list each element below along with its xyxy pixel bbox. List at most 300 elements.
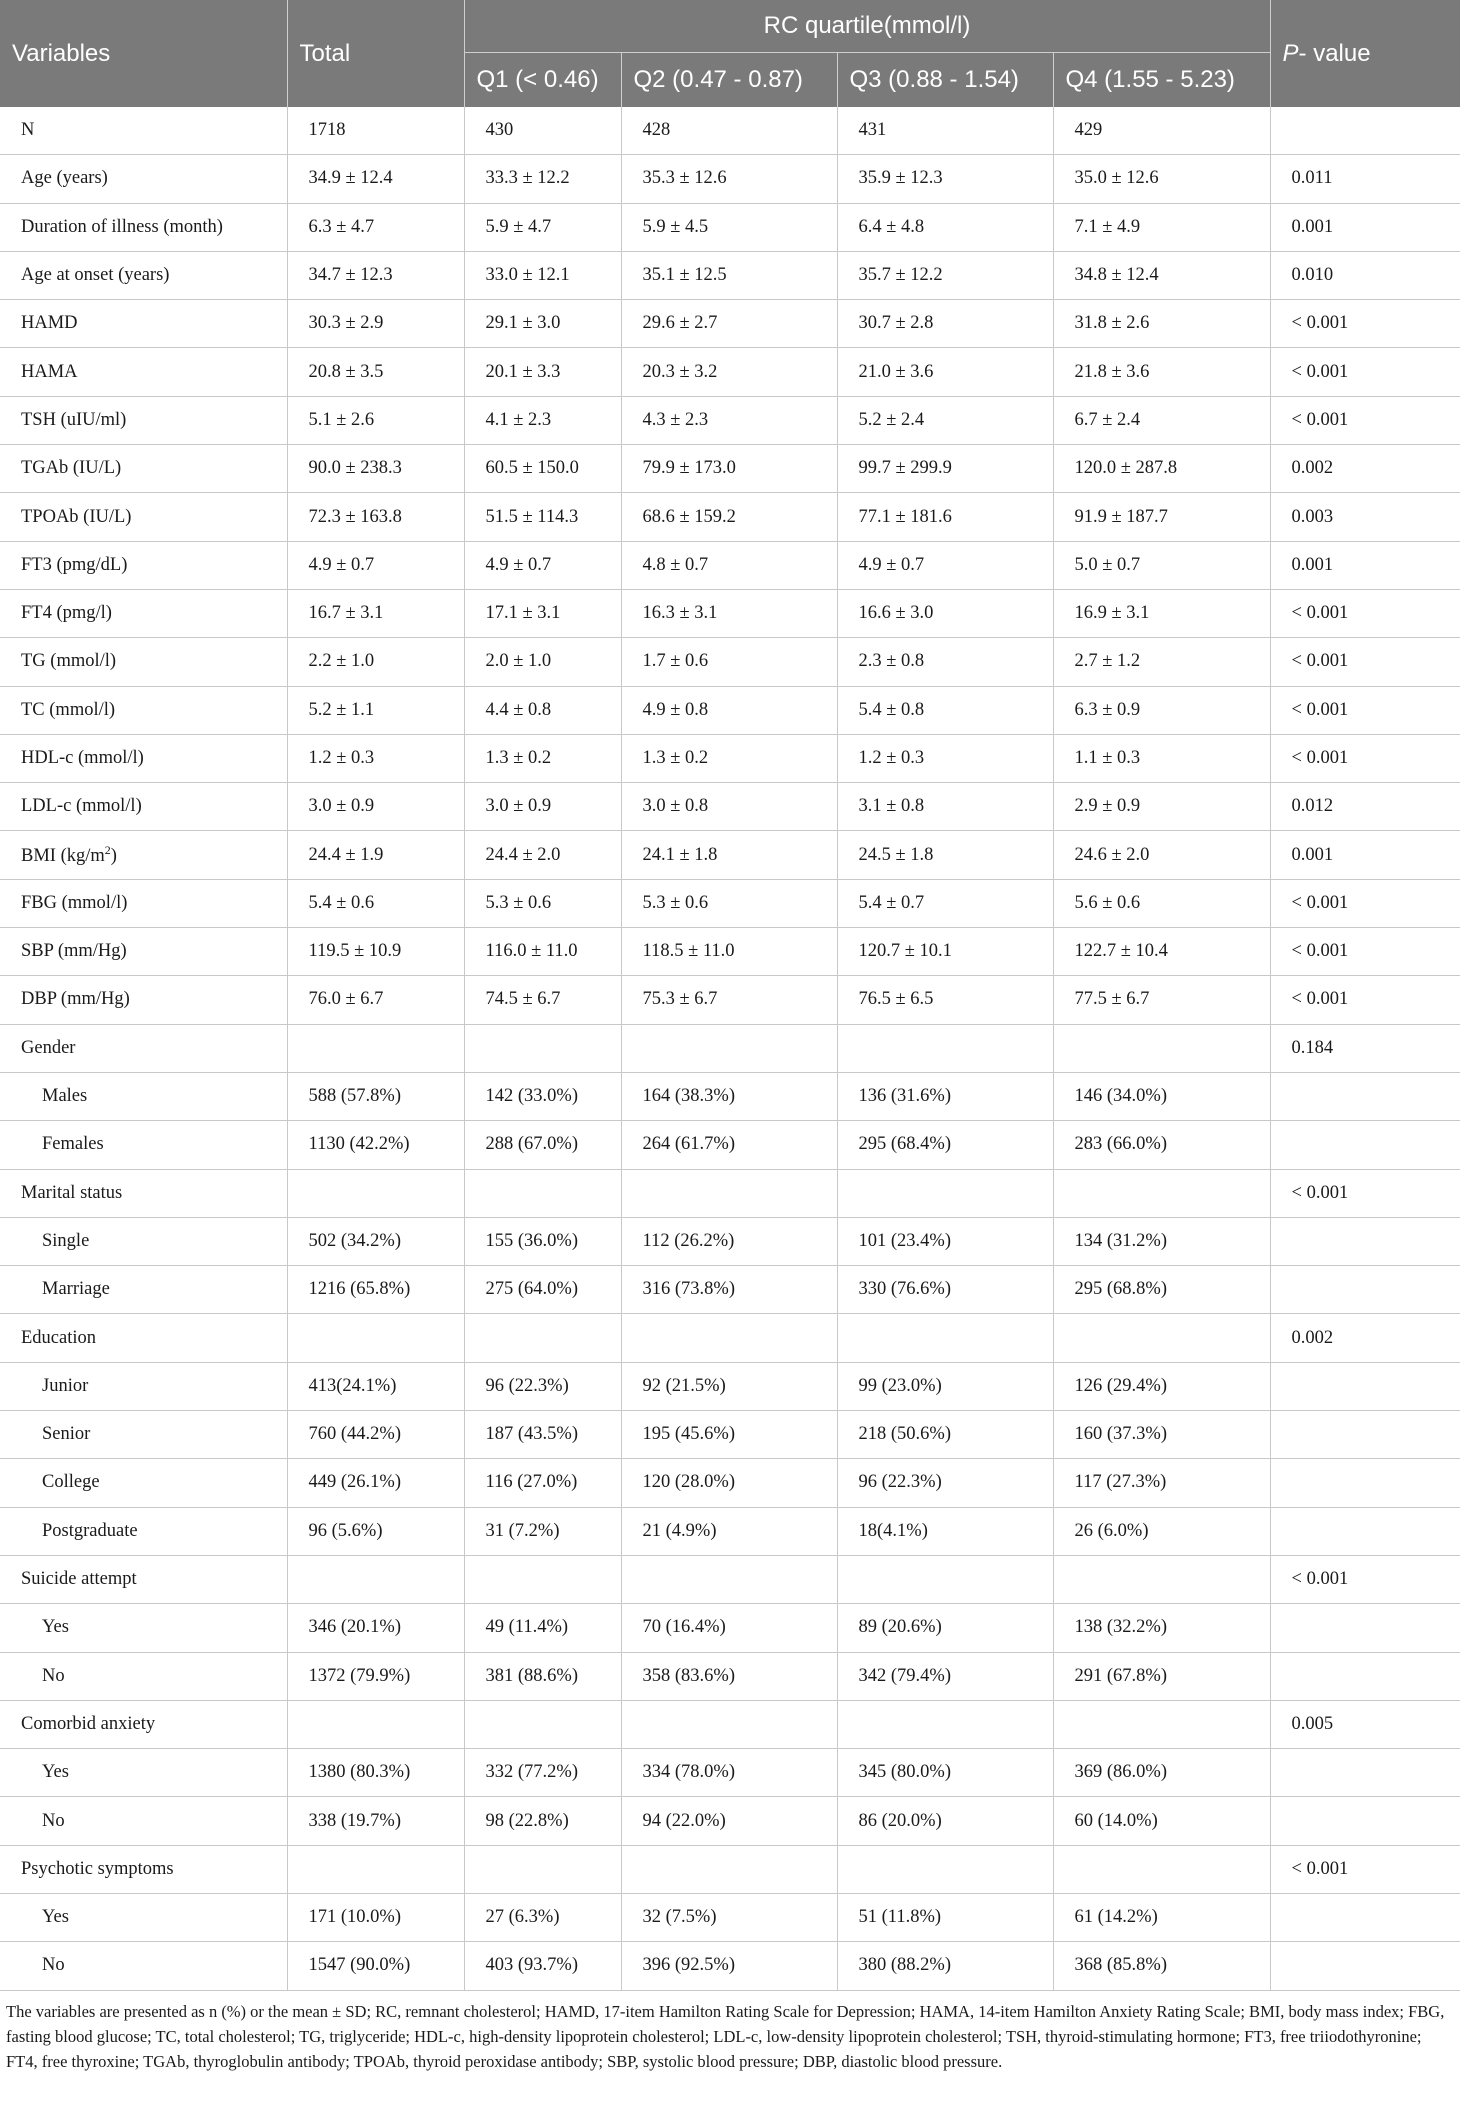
table-row (0, 396, 1460, 444)
cell-p: 0.001 (1270, 541, 1460, 589)
cell-p: < 0.001 (1270, 1169, 1460, 1217)
table-row (0, 1411, 1460, 1459)
cell-q3: 76.5 ± 6.5 (837, 976, 1053, 1024)
cell-q3 (837, 1845, 1053, 1893)
cell-q1: 155 (36.0%) (464, 1217, 621, 1265)
cell-q1: 4.1 ± 2.3 (464, 396, 621, 444)
table-row (0, 1604, 1460, 1652)
cell-q2: 316 (73.8%) (621, 1266, 837, 1314)
cell-q1: 96 (22.3%) (464, 1362, 621, 1410)
cell-q2: 68.6 ± 159.2 (621, 493, 837, 541)
cell-q2: 112 (26.2%) (621, 1217, 837, 1265)
cell-q4: 160 (37.3%) (1053, 1411, 1270, 1459)
cell-q4: 31.8 ± 2.6 (1053, 300, 1270, 348)
row-label-text: Duration of illness (month) (21, 216, 223, 237)
cell-q3: 120.7 ± 10.1 (837, 928, 1053, 976)
cell-q2: 164 (38.3%) (621, 1072, 837, 1120)
cell-q3: 330 (76.6%) (837, 1266, 1053, 1314)
row-label (0, 1362, 287, 1410)
cell-q1: 98 (22.8%) (464, 1797, 621, 1845)
row-label-text: FT3 (pmg/dL) (21, 554, 128, 575)
cell-p: < 0.001 (1270, 638, 1460, 686)
cell-q2: 32 (7.5%) (621, 1893, 837, 1941)
table-row (0, 155, 1460, 203)
cell-q4: 5.0 ± 0.7 (1053, 541, 1270, 589)
table-row (0, 589, 1460, 637)
cell-q3: 77.1 ± 181.6 (837, 493, 1053, 541)
row-label (0, 734, 287, 782)
cell-total: 346 (20.1%) (287, 1604, 464, 1652)
cell-q1: 3.0 ± 0.9 (464, 783, 621, 831)
row-label (0, 1942, 287, 1990)
cell-q2: 79.9 ± 173.0 (621, 445, 837, 493)
cell-p (1270, 107, 1460, 155)
row-label (0, 1266, 287, 1314)
header-q3: Q3 (0.88 - 1.54) (837, 53, 1053, 108)
row-label (0, 1555, 287, 1603)
cell-q2: 195 (45.6%) (621, 1411, 837, 1459)
cell-p: < 0.001 (1270, 1845, 1460, 1893)
cell-q1: 29.1 ± 3.0 (464, 300, 621, 348)
row-label-text: Females (42, 1134, 104, 1155)
cell-q1 (464, 1555, 621, 1603)
cell-q4: 2.7 ± 1.2 (1053, 638, 1270, 686)
cell-p (1270, 1942, 1460, 1990)
cell-q2: 1.3 ± 0.2 (621, 734, 837, 782)
row-label-text: No (42, 1665, 65, 1686)
cell-q1: 275 (64.0%) (464, 1266, 621, 1314)
header-variables: Variables (0, 0, 287, 107)
cell-q1: 332 (77.2%) (464, 1749, 621, 1797)
row-label-text: TG (mmol/l) (21, 651, 117, 672)
row-label (0, 1893, 287, 1941)
row-label-text: DBP (mm/Hg) (21, 989, 130, 1010)
cell-q4 (1053, 1555, 1270, 1603)
cell-q1: 2.0 ± 1.0 (464, 638, 621, 686)
cell-p (1270, 1652, 1460, 1700)
cell-p (1270, 1266, 1460, 1314)
cell-q2: 35.3 ± 12.6 (621, 155, 837, 203)
cell-p (1270, 1604, 1460, 1652)
table-row (0, 1024, 1460, 1072)
cell-q3: 5.4 ± 0.8 (837, 686, 1053, 734)
p-rest: - value (1298, 39, 1371, 67)
row-label (0, 1700, 287, 1748)
cell-total: 34.9 ± 12.4 (287, 155, 464, 203)
cell-total: 5.2 ± 1.1 (287, 686, 464, 734)
row-label-text: Yes (42, 1617, 69, 1638)
cell-total: 1547 (90.0%) (287, 1942, 464, 1990)
cell-q4: 24.6 ± 2.0 (1053, 831, 1270, 879)
cell-q2 (621, 1024, 837, 1072)
table-row (0, 1700, 1460, 1748)
cell-q2: 1.7 ± 0.6 (621, 638, 837, 686)
cell-q4 (1053, 1024, 1270, 1072)
cell-q4: 6.3 ± 0.9 (1053, 686, 1270, 734)
cell-q3: 5.4 ± 0.7 (837, 879, 1053, 927)
cell-q4: 134 (31.2%) (1053, 1217, 1270, 1265)
cell-q1: 33.0 ± 12.1 (464, 251, 621, 299)
cell-q3: 101 (23.4%) (837, 1217, 1053, 1265)
table-row (0, 1314, 1460, 1362)
cell-q3: 30.7 ± 2.8 (837, 300, 1053, 348)
row-label-text: LDL-c (mmol/l) (21, 796, 142, 817)
row-label-text: Psychotic symptoms (21, 1858, 174, 1879)
row-label (0, 638, 287, 686)
table-row (0, 1507, 1460, 1555)
row-label-text: Marital status (21, 1182, 123, 1203)
cell-total: 6.3 ± 4.7 (287, 203, 464, 251)
cell-p: < 0.001 (1270, 589, 1460, 637)
row-label (0, 976, 287, 1024)
cell-q1: 33.3 ± 12.2 (464, 155, 621, 203)
cell-q3: 136 (31.6%) (837, 1072, 1053, 1120)
cell-p (1270, 1893, 1460, 1941)
row-label (0, 445, 287, 493)
table-row (0, 1121, 1460, 1169)
cell-p: 0.003 (1270, 493, 1460, 541)
cell-total: 72.3 ± 163.8 (287, 493, 464, 541)
cell-p: 0.011 (1270, 155, 1460, 203)
cell-q3: 89 (20.6%) (837, 1604, 1053, 1652)
header-q2: Q2 (0.47 - 0.87) (621, 53, 837, 108)
cell-total: 449 (26.1%) (287, 1459, 464, 1507)
cell-q1 (464, 1314, 621, 1362)
cell-total: 96 (5.6%) (287, 1507, 464, 1555)
row-label (0, 107, 287, 155)
header-p-value (1270, 0, 1460, 107)
table-row (0, 251, 1460, 299)
cell-q4: 146 (34.0%) (1053, 1072, 1270, 1120)
row-label (0, 493, 287, 541)
cell-q2: 24.1 ± 1.8 (621, 831, 837, 879)
cell-q2: 358 (83.6%) (621, 1652, 837, 1700)
row-label-text: HAMD (21, 313, 78, 334)
cell-total: 24.4 ± 1.9 (287, 831, 464, 879)
table-row (0, 107, 1460, 155)
cell-q3: 218 (50.6%) (837, 1411, 1053, 1459)
cell-q2 (621, 1169, 837, 1217)
cell-q3: 86 (20.0%) (837, 1797, 1053, 1845)
cell-p: < 0.001 (1270, 879, 1460, 927)
cell-p: < 0.001 (1270, 348, 1460, 396)
cell-q4: 126 (29.4%) (1053, 1362, 1270, 1410)
row-label (0, 1845, 287, 1893)
row-label-text: Education (21, 1327, 97, 1348)
row-label-text: Age (years) (21, 168, 108, 189)
cell-p: 0.005 (1270, 1700, 1460, 1748)
row-label (0, 1024, 287, 1072)
cell-total: 20.8 ± 3.5 (287, 348, 464, 396)
table-row (0, 976, 1460, 1024)
cell-q1: 5.9 ± 4.7 (464, 203, 621, 251)
cell-q1 (464, 1024, 621, 1072)
table-row (0, 203, 1460, 251)
cell-q3: 35.7 ± 12.2 (837, 251, 1053, 299)
superscript: 2 (104, 843, 111, 858)
cell-q1: 31 (7.2%) (464, 1507, 621, 1555)
cell-total: 1216 (65.8%) (287, 1266, 464, 1314)
cell-p (1270, 1072, 1460, 1120)
row-label-text: Suicide attempt (21, 1569, 137, 1590)
cell-q1: 403 (93.7%) (464, 1942, 621, 1990)
row-label (0, 203, 287, 251)
cell-total: 588 (57.8%) (287, 1072, 464, 1120)
cell-q2: 29.6 ± 2.7 (621, 300, 837, 348)
cell-p (1270, 1507, 1460, 1555)
row-label (0, 1604, 287, 1652)
cell-q1: 1.3 ± 0.2 (464, 734, 621, 782)
cell-q1: 4.4 ± 0.8 (464, 686, 621, 734)
row-label-text: TPOAb (IU/L) (21, 506, 132, 527)
cell-q1 (464, 1700, 621, 1748)
cell-total: 1130 (42.2%) (287, 1121, 464, 1169)
cell-p (1270, 1459, 1460, 1507)
cell-q1: 288 (67.0%) (464, 1121, 621, 1169)
row-label (0, 1121, 287, 1169)
cell-q1: 20.1 ± 3.3 (464, 348, 621, 396)
row-label-end: ) (110, 846, 117, 867)
row-label-text: N (21, 120, 35, 141)
cell-q4: 77.5 ± 6.7 (1053, 976, 1270, 1024)
cell-total: 90.0 ± 238.3 (287, 445, 464, 493)
cell-p: 0.001 (1270, 203, 1460, 251)
cell-q1: 430 (464, 107, 621, 155)
cell-q4 (1053, 1314, 1270, 1362)
row-label (0, 1411, 287, 1459)
cell-q4: 5.6 ± 0.6 (1053, 879, 1270, 927)
cell-p (1270, 1749, 1460, 1797)
cell-p (1270, 1411, 1460, 1459)
cell-q2: 264 (61.7%) (621, 1121, 837, 1169)
table-body (0, 107, 1460, 1990)
table-row (0, 638, 1460, 686)
table-row (0, 831, 1460, 879)
cell-q2: 334 (78.0%) (621, 1749, 837, 1797)
cell-p (1270, 1121, 1460, 1169)
table-footnote: The variables are presented as n (%) or the mean ± SD; RC, remnant cholesterol; HAMD, 17-item Hamilton Rating Scale for Depression; HAMA, 14-item Hamilton Anxiety Rating Scale; BMI, body mass index; FBG, fasting blood glucose; TC, total cholesterol; TG, triglyceride; HDL-c, high-density lipoprotein cholesterol; LDL-c, low-density lipoprotein cholesterol; TSH, thyroid-stimulating hormone; FT3, free triiodothyronine; FT4, free thyroxine; TGAb, thyroglobulin antibody; TPOAb, thyroid peroxidase antibody; SBP, systolic blood pressure; DBP, diastolic blood pressure. (6, 2001, 1445, 2071)
cell-q4: 6.7 ± 2.4 (1053, 396, 1270, 444)
table-row (0, 1362, 1460, 1410)
cell-q4: 21.8 ± 3.6 (1053, 348, 1270, 396)
cell-q3: 6.4 ± 4.8 (837, 203, 1053, 251)
cell-q2: 4.8 ± 0.7 (621, 541, 837, 589)
row-label (0, 1507, 287, 1555)
row-label-text: Males (42, 1086, 88, 1107)
table-row (0, 541, 1460, 589)
row-label-text: TSH (uIU/ml) (21, 409, 127, 430)
cell-q1: 187 (43.5%) (464, 1411, 621, 1459)
row-label-text: Senior (42, 1424, 91, 1445)
table-row (0, 1845, 1460, 1893)
cell-q4: 26 (6.0%) (1053, 1507, 1270, 1555)
row-label-text: No (42, 1810, 65, 1831)
table-row (0, 879, 1460, 927)
header-q4: Q4 (1.55 - 5.23) (1053, 53, 1270, 108)
cell-q2 (621, 1700, 837, 1748)
cell-q4 (1053, 1845, 1270, 1893)
table-row (0, 1652, 1460, 1700)
cell-p: 0.001 (1270, 831, 1460, 879)
p-italic: P (1282, 39, 1299, 67)
cell-q3: 51 (11.8%) (837, 1893, 1053, 1941)
row-label (0, 1652, 287, 1700)
cell-q4: 368 (85.8%) (1053, 1942, 1270, 1990)
cell-q1: 49 (11.4%) (464, 1604, 621, 1652)
cell-q3: 96 (22.3%) (837, 1459, 1053, 1507)
row-label-text: TC (mmol/l) (21, 699, 116, 720)
cell-q4: 283 (66.0%) (1053, 1121, 1270, 1169)
cell-p: 0.012 (1270, 783, 1460, 831)
cell-q4: 429 (1053, 107, 1270, 155)
cell-q2 (621, 1555, 837, 1603)
cell-total: 16.7 ± 3.1 (287, 589, 464, 637)
cell-p: < 0.001 (1270, 396, 1460, 444)
row-label-text: Gender (21, 1037, 76, 1058)
cell-q1: 60.5 ± 150.0 (464, 445, 621, 493)
cell-total: 119.5 ± 10.9 (287, 928, 464, 976)
cell-q3: 3.1 ± 0.8 (837, 783, 1053, 831)
cell-p: < 0.001 (1270, 300, 1460, 348)
cell-q4: 291 (67.8%) (1053, 1652, 1270, 1700)
row-label-text: HAMA (21, 361, 78, 382)
cell-q3: 99 (23.0%) (837, 1362, 1053, 1410)
table-row (0, 1749, 1460, 1797)
cell-q3: 16.6 ± 3.0 (837, 589, 1053, 637)
cell-q4: 122.7 ± 10.4 (1053, 928, 1270, 976)
row-label-text: Single (42, 1230, 90, 1251)
cell-total: 34.7 ± 12.3 (287, 251, 464, 299)
cell-p (1270, 1362, 1460, 1410)
cell-q2 (621, 1314, 837, 1362)
cell-q4: 2.9 ± 0.9 (1053, 783, 1270, 831)
cell-q1: 51.5 ± 114.3 (464, 493, 621, 541)
row-label-text: FT4 (pmg/l) (21, 603, 112, 624)
table-row (0, 300, 1460, 348)
table-row (0, 1893, 1460, 1941)
cell-q3: 99.7 ± 299.9 (837, 445, 1053, 493)
cell-q3: 431 (837, 107, 1053, 155)
table-row (0, 783, 1460, 831)
cell-q3: 4.9 ± 0.7 (837, 541, 1053, 589)
cell-q2: 5.9 ± 4.5 (621, 203, 837, 251)
cell-q1: 27 (6.3%) (464, 1893, 621, 1941)
table-row (0, 1797, 1460, 1845)
cell-p: < 0.001 (1270, 1555, 1460, 1603)
row-label-text: BMI (kg/m (21, 846, 105, 867)
row-label-text: Marriage (42, 1279, 110, 1300)
cell-q3: 5.2 ± 2.4 (837, 396, 1053, 444)
cell-q2: 35.1 ± 12.5 (621, 251, 837, 299)
table-row (0, 1072, 1460, 1120)
cell-q4: 91.9 ± 187.7 (1053, 493, 1270, 541)
cell-q3: 18(4.1%) (837, 1507, 1053, 1555)
cell-total (287, 1024, 464, 1072)
row-label (0, 928, 287, 976)
table-row (0, 445, 1460, 493)
cell-q2: 4.3 ± 2.3 (621, 396, 837, 444)
cell-q4: 295 (68.8%) (1053, 1266, 1270, 1314)
cell-q2: 92 (21.5%) (621, 1362, 837, 1410)
cell-total: 2.2 ± 1.0 (287, 638, 464, 686)
table-row (0, 928, 1460, 976)
cell-p: < 0.001 (1270, 734, 1460, 782)
cell-q2: 94 (22.0%) (621, 1797, 837, 1845)
cell-total (287, 1555, 464, 1603)
cell-q4: 120.0 ± 287.8 (1053, 445, 1270, 493)
row-label (0, 1749, 287, 1797)
row-label-text: Yes (42, 1762, 69, 1783)
row-label (0, 783, 287, 831)
cell-q4: 369 (86.0%) (1053, 1749, 1270, 1797)
cell-q2: 118.5 ± 11.0 (621, 928, 837, 976)
cell-q2: 4.9 ± 0.8 (621, 686, 837, 734)
cell-q4: 7.1 ± 4.9 (1053, 203, 1270, 251)
row-label (0, 348, 287, 396)
cell-q1: 142 (33.0%) (464, 1072, 621, 1120)
cell-q3: 24.5 ± 1.8 (837, 831, 1053, 879)
row-label (0, 1072, 287, 1120)
table-row (0, 1169, 1460, 1217)
cell-total: 1380 (80.3%) (287, 1749, 464, 1797)
cell-p: 0.002 (1270, 445, 1460, 493)
table-header (0, 0, 1460, 107)
cell-q3: 35.9 ± 12.3 (837, 155, 1053, 203)
cell-q4: 35.0 ± 12.6 (1053, 155, 1270, 203)
cell-total: 1.2 ± 0.3 (287, 734, 464, 782)
cell-q4: 60 (14.0%) (1053, 1797, 1270, 1845)
table-row (0, 1942, 1460, 1990)
cell-q3: 295 (68.4%) (837, 1121, 1053, 1169)
cell-total: 5.4 ± 0.6 (287, 879, 464, 927)
cell-q2: 70 (16.4%) (621, 1604, 837, 1652)
cell-p: 0.010 (1270, 251, 1460, 299)
cell-total (287, 1169, 464, 1217)
cell-q2: 3.0 ± 0.8 (621, 783, 837, 831)
cell-q1: 381 (88.6%) (464, 1652, 621, 1700)
cell-total: 30.3 ± 2.9 (287, 300, 464, 348)
cell-p: < 0.001 (1270, 686, 1460, 734)
cell-q2: 75.3 ± 6.7 (621, 976, 837, 1024)
row-label-text: Age at onset (years) (21, 265, 170, 286)
cell-q2: 428 (621, 107, 837, 155)
cell-q4: 1.1 ± 0.3 (1053, 734, 1270, 782)
cell-q4 (1053, 1169, 1270, 1217)
cell-q4: 117 (27.3%) (1053, 1459, 1270, 1507)
row-label (0, 1217, 287, 1265)
cell-q3 (837, 1555, 1053, 1603)
row-label-text: College (42, 1472, 100, 1493)
cell-p: < 0.001 (1270, 976, 1460, 1024)
cell-p: 0.002 (1270, 1314, 1460, 1362)
cell-total: 1718 (287, 107, 464, 155)
table-row (0, 493, 1460, 541)
cell-total: 1372 (79.9%) (287, 1652, 464, 1700)
cell-q3 (837, 1700, 1053, 1748)
cell-total: 3.0 ± 0.9 (287, 783, 464, 831)
table-row (0, 1217, 1460, 1265)
cell-q3: 21.0 ± 3.6 (837, 348, 1053, 396)
cell-total: 5.1 ± 2.6 (287, 396, 464, 444)
cell-q1 (464, 1845, 621, 1893)
cell-q3 (837, 1169, 1053, 1217)
cell-q2 (621, 1845, 837, 1893)
row-label (0, 1169, 287, 1217)
cell-q3: 342 (79.4%) (837, 1652, 1053, 1700)
row-label (0, 251, 287, 299)
row-label-text: Junior (42, 1375, 89, 1396)
cell-q2: 21 (4.9%) (621, 1507, 837, 1555)
